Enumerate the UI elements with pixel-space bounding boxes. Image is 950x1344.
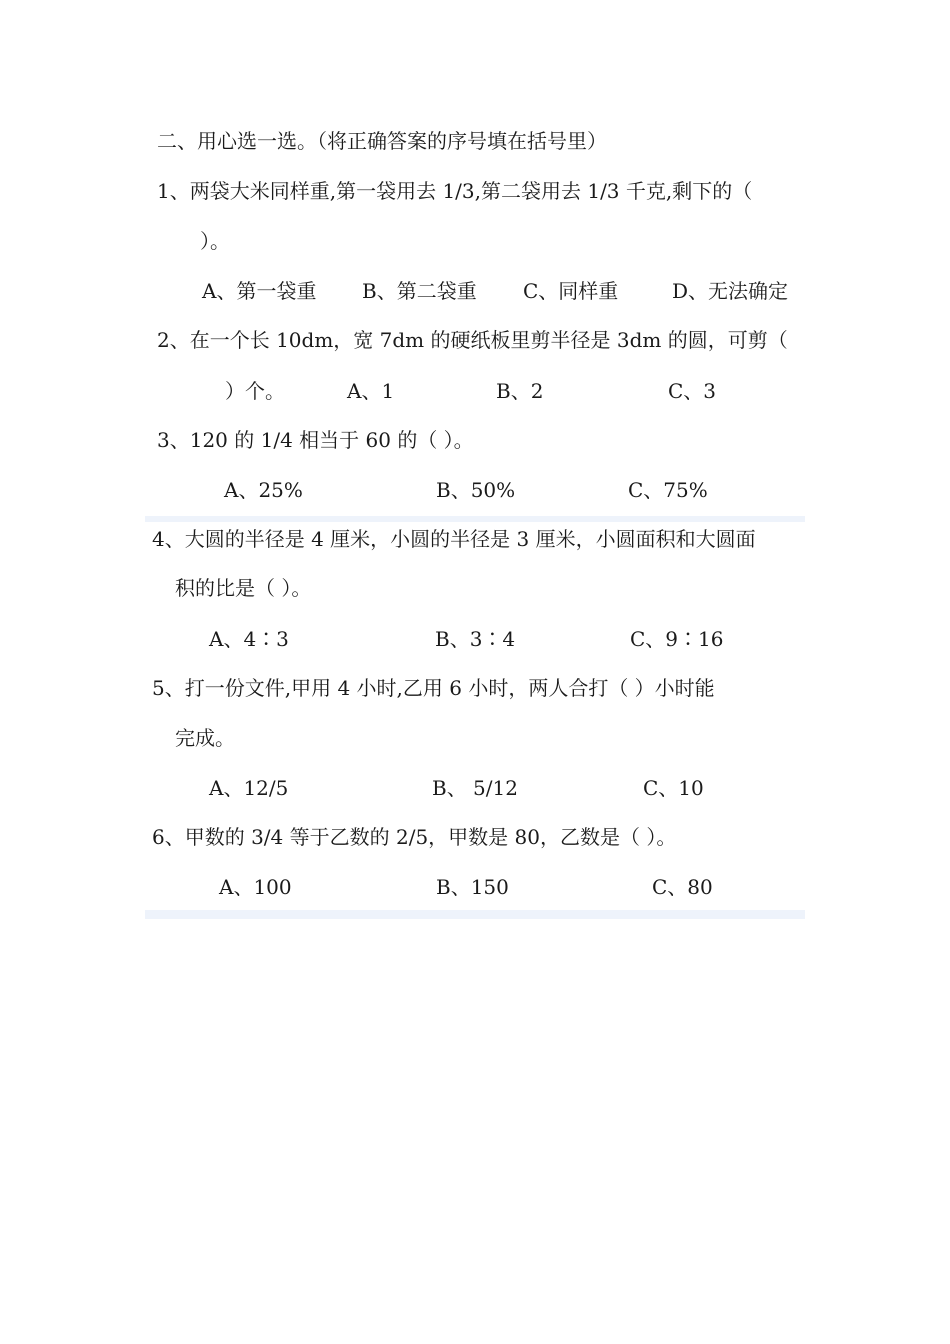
question-2-option-a: A、1 (347, 379, 395, 403)
question-2-option-c: C、3 (668, 379, 717, 403)
question-2-line-1: 2、在一个长 10dm，宽 7dm 的硬纸板里剪半径是 3dm 的圆，可剪（ (157, 328, 788, 352)
question-5-option-c: C、10 (643, 776, 704, 800)
question-1-option-b: B、第二袋重 (362, 279, 477, 303)
section-heading: 二、用心选一选。（将正确答案的序号填在括号里） (157, 129, 607, 153)
question-6-line-1: 6、甲数的 3/4 等于乙数的 2/5，甲数是 80，乙数是（ ）。 (152, 825, 677, 849)
question-1-option-d: D、无法确定 (672, 279, 789, 303)
question-6-option-c: C、80 (652, 875, 713, 899)
question-6-option-a: A、100 (219, 875, 292, 899)
question-3-line-1: 3、120 的 1/4 相当于 60 的（ ）。 (157, 428, 474, 452)
question-1-option-c: C、同样重 (523, 279, 619, 303)
question-3-option-b: B、50% (436, 478, 516, 502)
question-5-option-a: A、12/5 (209, 776, 289, 800)
question-4-line-1: 4、大圆的半径是 4 厘米，小圆的半径是 3 厘米，小圆面积和大圆面 (152, 527, 756, 551)
question-2-line-2: ）个。 (225, 379, 285, 403)
question-5-option-b: B、 5/12 (432, 776, 518, 800)
question-5-line-2: 完成。 (175, 726, 235, 750)
question-3-option-a: A、25% (224, 478, 303, 502)
question-4-option-c: C、9∶16 (630, 627, 724, 651)
question-4-line-2: 积的比是（ ）。 (175, 576, 312, 600)
question-3-option-c: C、75% (628, 478, 708, 502)
question-5-line-1: 5、打一份文件,甲用 4 小时,乙用 6 小时，两人合打（ ）小时能 (152, 676, 715, 700)
scan-band-top (145, 516, 805, 522)
question-6-option-b: B、150 (436, 875, 509, 899)
question-4-option-b: B、3∶4 (435, 627, 516, 651)
question-1-line-1: 1、两袋大米同样重,第一袋用去 1/3,第二袋用去 1/3 千克,剩下的（ (157, 179, 753, 203)
question-1-option-a: A、第一袋重 (202, 279, 317, 303)
question-4-option-a: A、4∶3 (209, 627, 289, 651)
question-1-line-2: ）。 (200, 229, 230, 253)
scan-band-bottom (145, 910, 805, 919)
question-2-option-b: B、2 (496, 379, 544, 403)
